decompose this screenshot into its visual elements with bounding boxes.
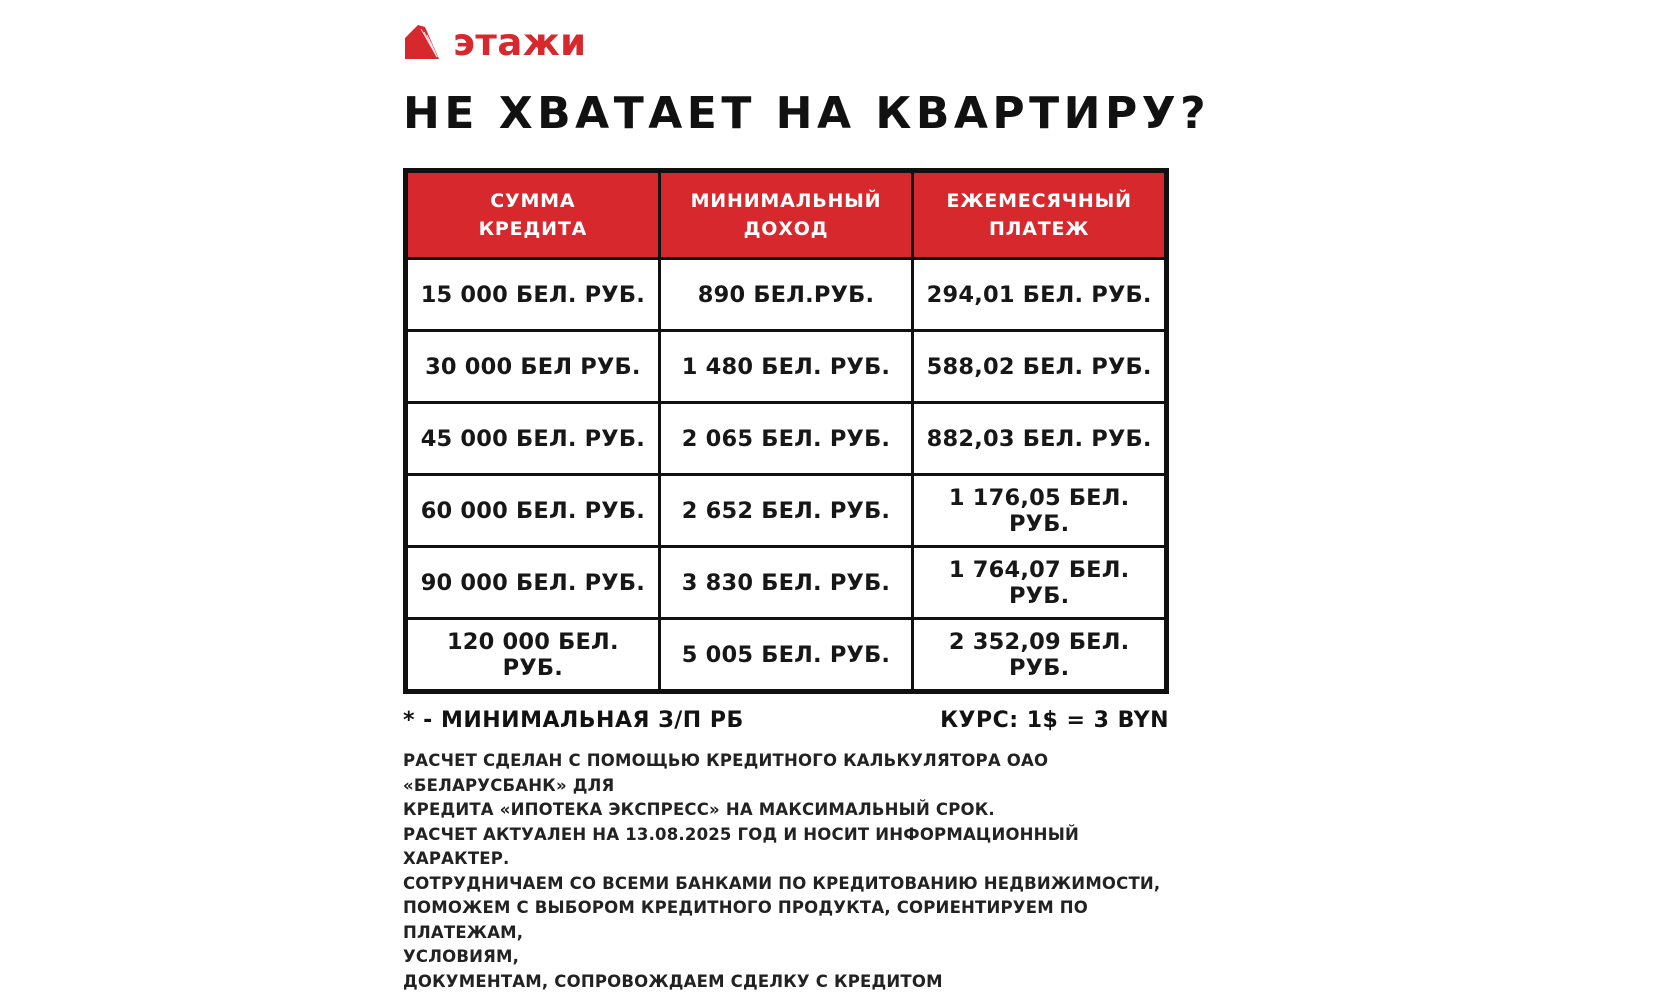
logo-text: этажи <box>453 20 587 64</box>
footnote-exchange-rate: КУРС: 1$ = 3 BYN <box>940 708 1169 734</box>
header-cell-monthly-payment <box>913 171 1167 259</box>
disclaimer-line: ДОКУМЕНТАМ, СОПРОВОЖДАЕМ СДЕЛКУ С КРЕДИТОМ <box>403 971 943 991</box>
cell-credit-sum: 30 000 БЕЛ РУБ. <box>406 331 660 403</box>
content-column <box>403 20 1211 994</box>
table-row <box>406 547 1167 619</box>
table-row <box>406 403 1167 475</box>
cell-min-income: 890 БЕЛ.РУБ. <box>659 259 913 331</box>
cell-monthly-payment: 294,01 БЕЛ. РУБ. <box>913 259 1167 331</box>
cell-monthly-payment: 588,02 БЕЛ. РУБ. <box>913 331 1167 403</box>
cell-credit-sum: 15 000 БЕЛ. РУБ. <box>406 259 660 331</box>
page-title: НЕ ХВАТАЕТ НА КВАРТИРУ? <box>403 88 1211 139</box>
house-icon <box>403 23 443 61</box>
header-line: КРЕДИТА <box>478 218 588 241</box>
cell-min-income: 2 652 БЕЛ. РУБ. <box>659 475 913 547</box>
cell-min-income: 2 065 БЕЛ. РУБ. <box>659 403 913 475</box>
table-row <box>406 475 1167 547</box>
disclaimer-line: ПОМОЖЕМ С ВЫБОРОМ КРЕДИТНОГО ПРОДУКТА, СОРИЕНТИРУЕМ ПО ПЛАТЕЖАМ, <box>403 898 1088 942</box>
header-cell-credit-sum <box>406 171 660 259</box>
table-row <box>406 259 1167 331</box>
header-line: ПЛАТЕЖ <box>988 218 1090 241</box>
table-header-row <box>406 171 1167 259</box>
credit-table <box>403 168 1169 694</box>
cell-monthly-payment: 882,03 БЕЛ. РУБ. <box>913 403 1167 475</box>
cell-monthly-payment: 1 176,05 БЕЛ. РУБ. <box>913 475 1167 547</box>
header-line: МИНИМАЛЬНЫЙ <box>690 189 882 212</box>
disclaimer-line: РАСЧЕТ АКТУАЛЕН НА 13.08.2025 ГОД И НОСИТ ИНФОРМАЦИОННЫЙ ХАРАКТЕР. <box>403 824 1080 869</box>
cell-monthly-payment: 1 764,07 БЕЛ. РУБ. <box>913 547 1167 619</box>
header-line: ЕЖЕМЕСЯЧНЫЙ <box>946 189 1132 212</box>
disclaimer-line: СОТРУДНИЧАЕМ СО ВСЕМИ БАНКАМИ ПО КРЕДИТОВАНИЮ НЕДВИЖИМОСТИ, <box>403 873 1161 893</box>
table-row <box>406 619 1167 692</box>
cell-credit-sum: 120 000 БЕЛ. РУБ. <box>406 619 660 692</box>
cell-min-income: 5 005 БЕЛ. РУБ. <box>659 619 913 692</box>
header-line: ДОХОД <box>743 218 829 241</box>
brand-logo <box>403 20 1169 64</box>
disclaimer-line: УСЛОВИЯМ, <box>403 947 520 967</box>
footnote-min-salary: * - МИНИМАЛЬНАЯ З/П РБ <box>403 708 744 734</box>
cell-credit-sum: 60 000 БЕЛ. РУБ. <box>406 475 660 547</box>
cell-min-income: 3 830 БЕЛ. РУБ. <box>659 547 913 619</box>
header-cell-min-income <box>659 171 913 259</box>
cell-credit-sum: 90 000 БЕЛ. РУБ. <box>406 547 660 619</box>
header-line: СУММА <box>490 189 576 212</box>
disclaimer-line: РАСЧЕТ СДЕЛАН С ПОМОЩЬЮ КРЕДИТНОГО КАЛЬКУЛЯТОРА ОАО «БЕЛАРУСБАНК» ДЛЯ <box>403 751 1049 795</box>
disclaimer-line: КРЕДИТА «ИПОТЕКА ЭКСПРЕСС» НА МАКСИМАЛЬНЫЙ СРОК. <box>403 800 995 820</box>
cell-min-income: 1 480 БЕЛ. РУБ. <box>659 331 913 403</box>
disclaimer <box>403 749 1169 994</box>
cell-monthly-payment: 2 352,09 БЕЛ. РУБ. <box>913 619 1167 692</box>
table-row <box>406 331 1167 403</box>
footnotes-row <box>403 708 1169 733</box>
cell-credit-sum: 45 000 БЕЛ. РУБ. <box>406 403 660 475</box>
